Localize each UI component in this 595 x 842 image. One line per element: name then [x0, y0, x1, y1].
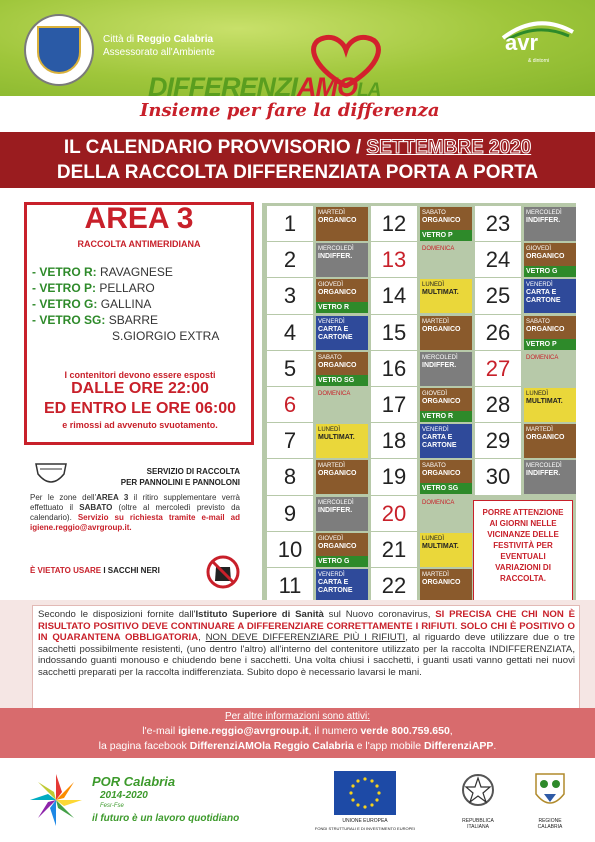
info-social: la pagina facebook DifferenziAMOla Reggio Calabria e l'app mobile DifferenziAPP. — [98, 740, 497, 752]
calendar-day — [474, 458, 579, 496]
waste-type: CARTA E CARTONE — [526, 289, 561, 305]
time-note: e rimossi ad avvenuto svuotamento. — [62, 420, 218, 430]
waste-type: ORGANICO — [422, 470, 461, 478]
tagline: Insieme per fare la differenza — [140, 100, 440, 121]
day-number: 25 — [474, 277, 522, 315]
city-name: Città di Reggio Calabria Assessorato all'Ambiente — [103, 34, 215, 58]
waste-type: CARTA E CARTONE — [318, 325, 353, 341]
vetro-tag: VETRO G — [524, 266, 576, 277]
day-number: 16 — [370, 350, 418, 388]
sunday-label — [524, 352, 576, 386]
day-number: 3 — [266, 277, 314, 315]
weekday: GIOVEDÌ — [318, 282, 344, 289]
day-number: 7 — [266, 422, 314, 460]
waste-type: ORGANICO — [526, 325, 565, 333]
collection-tag — [316, 424, 368, 458]
waste-type: ORGANICO — [526, 253, 565, 261]
weekday: SABATO — [422, 463, 446, 470]
black-bags-warning: È VIETATO USARE I SACCHI NERI — [30, 566, 160, 575]
weekday: GIOVEDÌ — [422, 391, 448, 397]
collection-tag — [420, 279, 472, 313]
waste-type: INDIFFER. — [526, 470, 561, 478]
day-number: 13 — [370, 241, 418, 279]
collection-tag — [316, 243, 368, 277]
day-number: 15 — [370, 314, 418, 352]
vetro-item: - VETRO G: GALLINA — [32, 297, 152, 311]
weekday: DOMENICA — [526, 354, 559, 361]
collection-tag — [420, 533, 472, 567]
weekday: MERCOLEDÌ — [422, 354, 458, 361]
day-number: 27 — [474, 350, 522, 388]
day-number: 10 — [266, 531, 314, 569]
weekday: DOMENICA — [422, 499, 455, 506]
weekday: VENERDÌ — [318, 318, 345, 325]
waste-type: ORGANICO — [422, 398, 461, 405]
day-number: 18 — [370, 422, 418, 460]
day-number: 2 — [266, 241, 314, 279]
day-number: 4 — [266, 314, 314, 352]
sunday-label — [420, 243, 472, 277]
vetro-item: S.GIORGIO EXTRA — [112, 329, 220, 343]
day-number: 26 — [474, 314, 522, 352]
info-contacts: l'e-mail igiene.reggio@avrgroup.it, il numero verde 800.759.650, — [142, 725, 453, 737]
italian-republic-emblem-icon — [458, 770, 498, 814]
time-from: DALLE ORE 22:00 — [71, 380, 209, 397]
weekday: GIOVEDÌ — [318, 535, 344, 542]
waste-type: ORGANICO — [318, 542, 357, 550]
collection-tag — [524, 424, 576, 458]
day-number: 24 — [474, 241, 522, 279]
no-black-bag-icon — [206, 555, 240, 589]
day-number: 20 — [370, 495, 418, 533]
collection-tag — [524, 279, 576, 313]
calendar-day — [266, 422, 371, 460]
waste-type: INDIFFER. — [318, 506, 353, 514]
day-number: 19 — [370, 458, 418, 496]
vetro-tag: VETRO P — [420, 230, 472, 241]
collection-tag — [316, 352, 368, 386]
city-crest-icon — [24, 14, 94, 86]
eu-flag-icon — [334, 771, 396, 815]
time-to: ED ENTRO LE ORE 06:00 — [43, 400, 237, 417]
weekday: LUNEDÌ — [318, 427, 341, 434]
waste-type: MULTIMAT. — [422, 289, 459, 297]
calendar-day — [370, 386, 475, 424]
calendar-day — [474, 314, 579, 352]
weekday: MERCOLEDÌ — [318, 499, 354, 506]
calendar-day — [266, 350, 371, 388]
day-number: 12 — [370, 205, 418, 243]
weekday: VENERDÌ — [526, 282, 553, 289]
vetro-tag: VETRO SG — [316, 375, 368, 386]
day-number: 9 — [266, 495, 314, 533]
day-number: 23 — [474, 205, 522, 243]
calendar-day — [370, 241, 475, 279]
waste-type: MULTIMAT. — [422, 542, 459, 550]
page-subtitle: DELLA RACCOLTA DIFFERENZIATA PORTA A PORTA — [56, 162, 539, 183]
waste-type: ORGANICO — [422, 325, 461, 333]
calendar-day — [370, 422, 475, 460]
weekday: SABATO — [422, 210, 446, 216]
vetro-tag: VETRO R — [420, 411, 472, 422]
sunday-label — [316, 388, 368, 422]
day-number: 21 — [370, 531, 418, 569]
collection-tag — [420, 316, 472, 350]
calendar-day — [266, 205, 371, 243]
eu-funds-label: FONDI STRUTTURALI E DI INVESTIMENTO EUROPEI — [314, 826, 416, 831]
waste-type: ORGANICO — [318, 361, 357, 369]
italian-republic-label: REPUBBLICA ITALIANA — [462, 818, 494, 830]
calendar-day — [474, 241, 579, 279]
day-number: 30 — [474, 458, 522, 496]
calendar-day — [370, 495, 475, 533]
phone-number[interactable]: verde 800.759.650 — [360, 725, 450, 737]
collection-tag — [524, 388, 576, 422]
weekday: MARTEDÌ — [318, 463, 345, 470]
waste-type: CARTA E CARTONE — [318, 579, 353, 594]
calendar-day — [266, 314, 371, 352]
weekday: MARTEDÌ — [422, 318, 449, 325]
app-link[interactable]: DifferenziAPP — [423, 740, 494, 752]
facebook-link[interactable]: DifferenziAMOla Reggio Calabria — [189, 740, 354, 752]
waste-type: ORGANICO — [318, 289, 357, 297]
waste-type: INDIFFER. — [526, 217, 561, 224]
eu-label: UNIONE EUROPEA — [342, 818, 388, 824]
calendar-day — [474, 205, 579, 243]
collection-tag — [420, 424, 472, 458]
waste-type: INDIFFER. — [422, 361, 457, 369]
waste-type: MULTIMAT. — [526, 398, 563, 405]
waste-type: INDIFFER. — [318, 253, 353, 261]
weekday: SABATO — [526, 318, 550, 325]
pannolini-title: SERVIZIO DI RACCOLTA PER PANNOLINI E PANNOLONI — [120, 467, 240, 487]
calendar-day — [266, 531, 371, 569]
page-title: IL CALENDARIO PROVVISORIO / SETTEMBRE 2020 — [63, 137, 532, 158]
day-number: 11 — [266, 567, 314, 605]
vetro-tag: VETRO R — [316, 302, 368, 313]
calendar-day — [266, 241, 371, 279]
calendar-day — [474, 422, 579, 460]
weekday: MERCOLEDÌ — [526, 210, 562, 216]
vetro-tag: VETRO G — [316, 556, 368, 567]
pannolini-text: Per le zone dell'AREA 3 il ritiro supplementare verrà effettuato il SABATO (oltre al mercoledì previsto da calendario). Servizio su richiesta tramite e-mail ad igiene.reggio@avrgroup.it. — [30, 493, 241, 532]
calendar-day — [266, 277, 371, 315]
calendar-day — [266, 495, 371, 533]
info-title: Per altre informazioni sono attivi: — [224, 711, 371, 722]
collection-tag — [420, 207, 472, 241]
day-number: 29 — [474, 422, 522, 460]
weekday: LUNEDÌ — [422, 282, 445, 289]
por-fesr: Fesr-Fse — [100, 803, 124, 809]
waste-type: ORGANICO — [318, 470, 357, 478]
avr-sub: & dintorni — [528, 58, 550, 64]
regione-calabria-emblem-icon — [530, 770, 570, 814]
area-subtitle: RACCOLTA ANTIMERIDIANA — [77, 239, 201, 249]
weekday: MERCOLEDÌ — [526, 463, 562, 470]
waste-type: ORGANICO — [422, 579, 461, 586]
weekday: VENERDÌ — [422, 427, 449, 434]
waste-type: ORGANICO — [526, 434, 565, 442]
day-number: 5 — [266, 350, 314, 388]
waste-type: MULTIMAT. — [318, 434, 355, 442]
collection-tag — [316, 533, 368, 567]
sunday-label — [420, 497, 472, 531]
weekday: SABATO — [318, 354, 342, 361]
weekday: VENERDÌ — [318, 572, 345, 578]
weekday: MERCOLEDÌ — [318, 246, 354, 253]
weekday: MARTEDÌ — [318, 210, 345, 216]
weekday: DOMENICA — [422, 246, 455, 253]
holiday-warning: PORRE ATTENZIONE AI GIORNI NELLE VICINANZE DELLE FESTIVITÀ PER EVENTUALI VARIAZIONI DI RACCOLTA. — [473, 500, 573, 602]
collection-tag — [420, 388, 472, 422]
email-link[interactable]: igiene.reggio@avrgroup.it — [178, 725, 309, 737]
weekday: MARTEDÌ — [422, 572, 449, 578]
weekday: GIOVEDÌ — [526, 246, 552, 253]
collection-tag — [316, 569, 368, 603]
por-motto: il futuro è un lavoro quotidiano — [92, 813, 240, 824]
day-number: 22 — [370, 567, 418, 605]
calendar-day — [370, 531, 475, 569]
area-title: AREA 3 — [84, 202, 194, 235]
avr-brand: avr — [505, 30, 539, 55]
day-number: 28 — [474, 386, 522, 424]
calendar-day — [474, 350, 579, 388]
day-number: 14 — [370, 277, 418, 315]
collection-tag — [316, 207, 368, 241]
collection-tag — [420, 352, 472, 386]
vetro-item: - VETRO SG: SBARRE — [32, 313, 159, 327]
collection-tag — [524, 207, 576, 241]
calendar-day — [370, 205, 475, 243]
weekday: DOMENICA — [318, 391, 351, 397]
regione-calabria-label: REGIONE CALABRIA — [537, 818, 563, 830]
calendar-day — [474, 386, 579, 424]
calendar-day — [266, 458, 371, 496]
day-number: 1 — [266, 205, 314, 243]
day-number: 6 — [266, 386, 314, 424]
day-number: 8 — [266, 458, 314, 496]
calendar-day — [266, 386, 371, 424]
collection-tag — [420, 569, 472, 603]
collection-tag — [524, 316, 576, 350]
collection-tag — [316, 460, 368, 494]
diaper-icon — [34, 460, 68, 490]
collection-tag — [420, 460, 472, 494]
vetro-item: - VETRO P: PELLARO — [32, 281, 155, 295]
covid-disclaimer: Secondo le disposizioni fornite dall'Istituto Superiore di Sanità sul Nuovo coronavirus, SI PRECISA CHE CHI NON È RISULTATO POSITIVO DEVE CONTINUARE A DIFFERENZIARE CORRETTAMENTE I RIFIUTI. SOLO CHI È POSITIVO O IN QUARANTENA OBBLIGATORIA, NON DEVE DIFFERENZIARE PIÙ I RIFIUTI, al riguardo deve utilizzare due o tre sacchetti possibilmente resistenti, (uno dentro l'altro) all'interno del contenitore utilizzato per la raccolta INDIFFERENZIATA, indossando guanti monouso e chiudendo bene i sacchetti. Una volta chiusi i sacchetti, i guanti usati vanno gettati nei nuovi sacchetti preparati per la raccolta indifferenziata. Subito dopo è necessario lavarsi le mani. — [38, 609, 575, 678]
day-number: 17 — [370, 386, 418, 424]
collection-tag — [316, 279, 368, 313]
weekday: LUNEDÌ — [422, 535, 445, 542]
calendar-day — [474, 277, 579, 315]
calendar-day — [370, 277, 475, 315]
vetro-tag: VETRO SG — [420, 483, 472, 494]
collection-tag — [316, 316, 368, 350]
calendar-day — [370, 458, 475, 496]
calendar-day — [370, 350, 475, 388]
collection-tag — [524, 243, 576, 277]
waste-type: ORGANICO — [318, 217, 357, 224]
collection-tag — [524, 460, 576, 494]
por-years: 2014-2020 — [100, 790, 148, 801]
vetro-tag: VETRO P — [524, 339, 576, 350]
waste-type: CARTA E CARTONE — [422, 434, 457, 450]
weekday: LUNEDÌ — [526, 391, 549, 397]
weekday: MARTEDÌ — [526, 427, 553, 434]
collection-tag — [316, 497, 368, 531]
containers-note: I contenitori devono essere esposti — [64, 370, 216, 380]
calendar-day — [370, 314, 475, 352]
por-title: POR Calabria — [92, 774, 176, 789]
vetro-item: - VETRO R: RAVAGNESE — [32, 265, 173, 279]
por-calabria-logo-icon — [26, 770, 86, 830]
waste-type: ORGANICO — [422, 217, 461, 224]
differenziamola-logo: DIFFERENZIAMOLA — [148, 72, 381, 102]
